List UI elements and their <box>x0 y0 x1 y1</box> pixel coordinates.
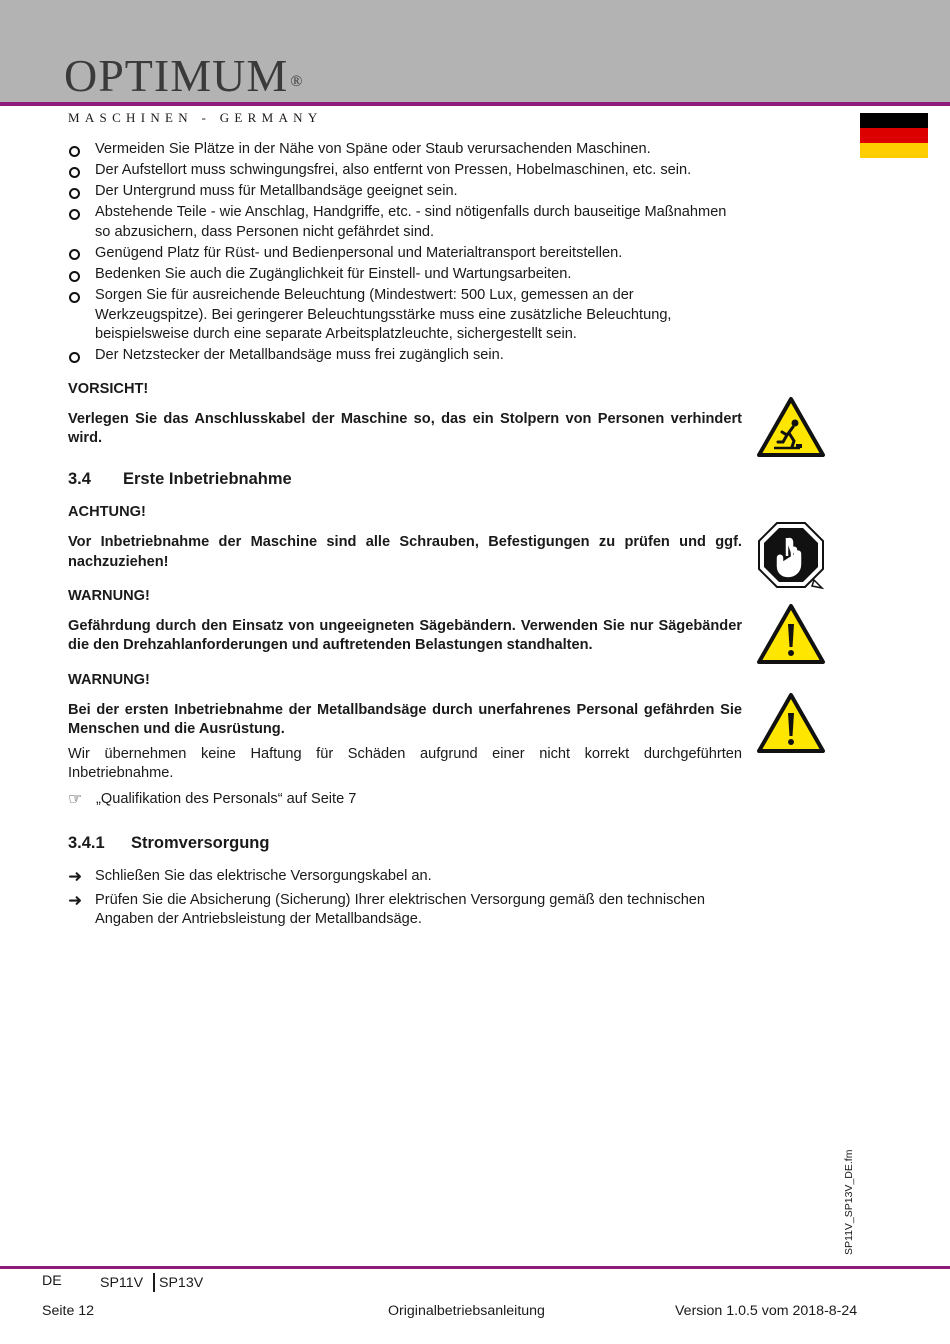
list-item: Der Netzstecker der Metallbandsäge muss frei zugänglich sein. <box>68 346 742 366</box>
warning-title: WARNUNG! <box>68 588 150 605</box>
warning-text: Bei der ersten Inbetriebnahme der Metallbandsäge durch unerfahrenes Personal gefährden Sie Menschen und die Ausrüstung. <box>68 701 742 738</box>
attention-text: Vor Inbetriebnahme der Maschine sind alle Schrauben, Befestigungen zu prüfen und ggf. nachzuziehen! <box>68 534 742 570</box>
bullet-icon <box>69 188 80 199</box>
warning-icon <box>756 692 826 754</box>
source-filename: SP11V_SP13V_DE.fm <box>843 1149 855 1255</box>
page-content <box>68 140 742 934</box>
bullet-icon <box>69 146 80 157</box>
list-item: ➜ Schließen Sie das elektrische Versorgungskabel an. <box>68 867 432 887</box>
brand-subtitle: MASCHINEN - GERMANY <box>68 110 323 125</box>
trip-hazard-icon <box>756 396 826 458</box>
arrow-right-icon: ➜ <box>68 890 83 910</box>
requirements-list <box>68 140 742 366</box>
footer-separator <box>153 1273 155 1292</box>
bullet-icon <box>69 292 80 303</box>
footer-divider <box>0 1266 950 1269</box>
warning-text: Gefährdung durch den Einsatz von ungeeigneten Sägebändern. Verwenden Sie nur Sägebänder die den Drehzahlanforderungen und auftretenden Belastungen standhalten. <box>68 617 742 654</box>
bullet-icon <box>69 249 80 260</box>
caution-text: Verlegen Sie das Anschlusskabel der Maschine so, das ein Stolpern von Personen verhindert wird. <box>68 410 742 447</box>
list-item: Vermeiden Sie Plätze in der Nähe von Späne oder Staub verursachenden Maschinen. <box>68 140 742 160</box>
page-number: Seite 12 <box>42 1303 95 1319</box>
list-item: Der Untergrund muss für Metallbandsäge geeignet sein. <box>68 182 742 202</box>
list-item: ➜ Prüfen Sie die Absicherung (Sicherung) Ihrer elektrischen Versorgung gemäß den technischen Angaben der Antriebsleistung der Metallbandsäge. <box>68 890 706 928</box>
german-flag-icon <box>860 113 928 158</box>
list-item: Sorgen Sie für ausreichende Beleuchtung (Mindestwert: 500 Lux, gemessen an der Werkzeugspitze). Bei geringerer Beleuchtungsstärke muss eine zusätzliche Beleuchtung, beispielsweise durch eine separate Arbeitsplatzleuchte, sichergestellt sein. <box>68 286 742 345</box>
warning-title: WARNUNG! <box>68 671 150 688</box>
footer-language: DE <box>42 1273 62 1289</box>
brand-logo: OPTIMUM ® <box>64 50 304 101</box>
footer-model-b: SP13V <box>159 1275 204 1291</box>
section-heading: 3.4 Erste Inbetriebnahme <box>68 469 292 488</box>
list-item: Genügend Platz für Rüst- und Bedienpersonal und Materialtransport bereitstellen. <box>68 244 742 264</box>
footer-model-a: SP11V <box>100 1275 144 1291</box>
document-title: Originalbetriebsanleitung <box>388 1303 545 1319</box>
attention-title: ACHTUNG! <box>68 504 146 521</box>
list-item: Abstehende Teile - wie Anschlag, Handgriffe, etc. - sind nötigenfalls durch bauseitige Maßnahmen so abzusichern, dass Personen nicht gefährdet sind. <box>68 203 742 242</box>
reference-link[interactable]: „Qualifikation des Personals“ auf Seite 7 <box>96 790 357 807</box>
document-version: Version 1.0.5 vom 2018-8-24 <box>675 1303 858 1319</box>
pointing-hand-icon: ☞ <box>68 790 83 808</box>
caution-title: VORSICHT! <box>68 381 149 398</box>
bullet-icon <box>69 167 80 178</box>
stop-hand-icon <box>756 520 826 590</box>
liability-note: Wir übernehmen keine Haftung für Schäden aufgrund einer nicht korrekt durchgeführten Inbetriebnahme. <box>68 745 742 782</box>
arrow-right-icon: ➜ <box>68 867 83 887</box>
header-divider <box>0 102 950 106</box>
bullet-icon <box>69 352 80 363</box>
bullet-icon <box>69 271 80 282</box>
list-item: Der Aufstellort muss schwingungsfrei, also entfernt von Pressen, Hobelmaschinen, etc. sein. <box>68 161 742 181</box>
subsection-heading: 3.4.1 Stromversorgung <box>68 833 270 852</box>
list-item: Bedenken Sie auch die Zugänglichkeit für Einstell- und Wartungsarbeiten. <box>68 265 742 285</box>
cross-reference[interactable] <box>68 790 742 810</box>
steps-list <box>68 867 742 930</box>
warning-icon <box>756 603 826 665</box>
bullet-icon <box>69 209 80 220</box>
